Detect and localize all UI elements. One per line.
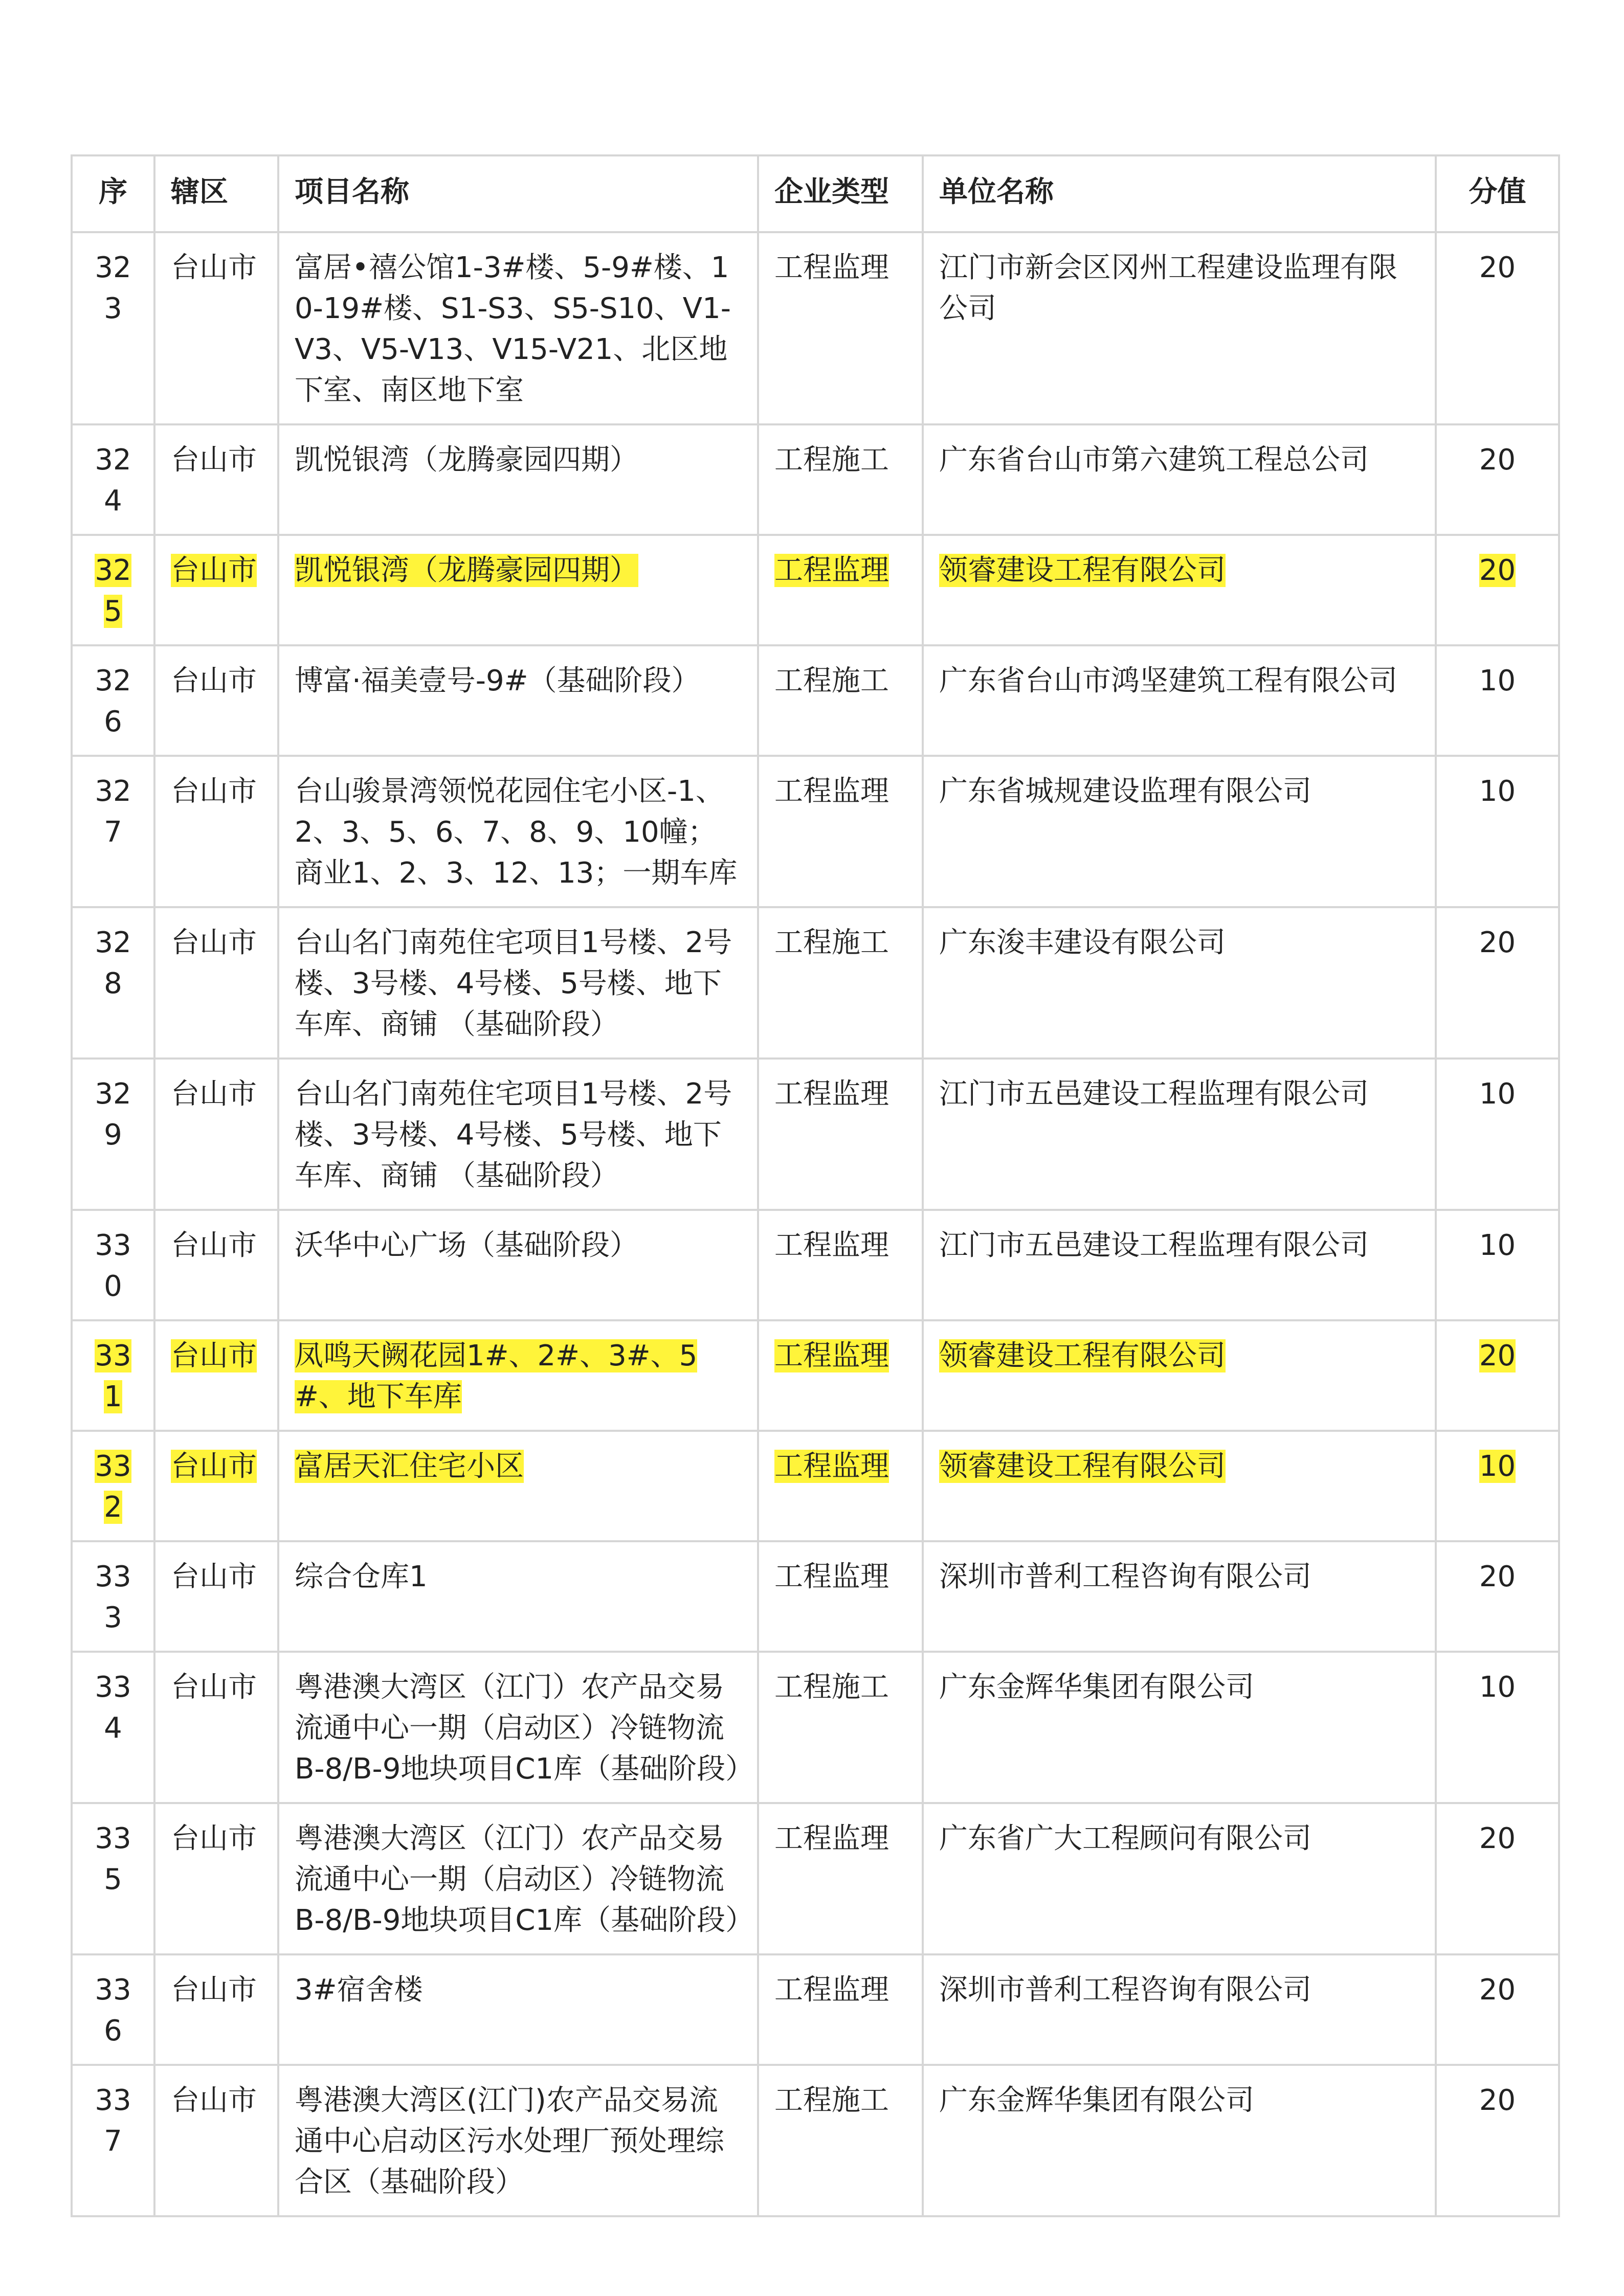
cell-score-text: 10 [1479,1450,1516,1483]
cell-district-text: 台山市 [171,1229,257,1262]
cell-seq [72,1320,154,1431]
cell-unit [923,1954,1436,2065]
cell-seq-text: 334 [95,1671,131,1745]
cell-district [154,1541,278,1652]
table-row [72,1803,1559,1954]
cell-type-text: 工程监理 [774,775,889,808]
table-row [72,1652,1559,1803]
cell-unit [923,424,1436,535]
cell-seq [72,1431,154,1541]
cell-seq [72,1803,154,1954]
cell-unit [923,1652,1436,1803]
cell-score [1436,1803,1559,1954]
cell-unit [923,645,1436,756]
cell-district [154,756,278,907]
cell-district-text: 台山市 [171,1450,257,1483]
cell-type-text: 工程施工 [774,926,889,959]
cell-district [154,2065,278,2216]
cell-project [278,424,758,535]
cell-seq [72,1541,154,1652]
table-body [72,232,1559,2216]
cell-type-text: 工程监理 [774,1450,889,1483]
table-row [72,756,1559,907]
cell-score [1436,756,1559,907]
header-score: 分值 [1436,155,1559,232]
cell-project-text: 凯悦银湾（龙腾豪园四期） [295,443,638,477]
cell-score-text: 20 [1479,1973,1516,2007]
cell-district [154,645,278,756]
cell-score [1436,424,1559,535]
table-row [72,2065,1559,2216]
cell-district-text: 台山市 [171,1973,257,2007]
cell-unit [923,1320,1436,1431]
cell-project [278,535,758,645]
cell-project [278,1954,758,2065]
cell-type-text: 工程监理 [774,1339,889,1372]
cell-seq-text: 336 [95,1973,131,2047]
cell-district-text: 台山市 [171,251,257,284]
header-type: 企业类型 [758,155,923,232]
cell-seq-text: 335 [95,1822,131,1896]
cell-unit [923,232,1436,424]
cell-score [1436,907,1559,1059]
cell-unit-text: 广东省广大工程顾问有限公司 [939,1822,1311,1855]
cell-type [758,424,923,535]
cell-score [1436,1954,1559,2065]
cell-score [1436,535,1559,645]
cell-project-text: 台山名门南苑住宅项目1号楼、2号楼、3号楼、4号楼、5号楼、地下车库、商铺 （基础阶段） [295,926,732,1041]
cell-project-text: 博富·福美壹号-9#（基础阶段） [295,664,700,697]
cell-type [758,535,923,645]
cell-unit [923,1803,1436,1954]
cell-district [154,535,278,645]
cell-project [278,2065,758,2216]
cell-seq-text: 323 [95,251,131,325]
cell-unit-text: 广东省台山市第六建筑工程总公司 [939,443,1369,477]
cell-project [278,1210,758,1320]
cell-unit-text: 领睿建设工程有限公司 [939,1339,1226,1372]
cell-seq-text: 326 [95,664,131,738]
cell-type [758,1803,923,1954]
cell-unit [923,1059,1436,1210]
cell-district-text: 台山市 [171,1671,257,1704]
cell-type [758,1954,923,2065]
cell-project-text: 台山名门南苑住宅项目1号楼、2号楼、3号楼、4号楼、5号楼、地下车库、商铺 （基础阶段） [295,1077,732,1192]
cell-district [154,232,278,424]
cell-district-text: 台山市 [171,2084,257,2117]
cell-type [758,756,923,907]
cell-seq [72,424,154,535]
cell-seq-text: 332 [95,1450,131,1524]
cell-score [1436,1059,1559,1210]
cell-seq [72,535,154,645]
cell-type [758,645,923,756]
cell-unit [923,1431,1436,1541]
cell-score-text: 20 [1479,926,1516,959]
table-row [72,1541,1559,1652]
cell-score-text: 20 [1479,1339,1516,1372]
cell-district [154,1320,278,1431]
table-row [72,907,1559,1059]
cell-unit [923,535,1436,645]
cell-score-text: 20 [1479,251,1516,284]
cell-seq [72,1059,154,1210]
cell-type [758,1059,923,1210]
cell-score [1436,645,1559,756]
cell-project-text: 粤港澳大湾区（江门）农产品交易流通中心一期（启动区）冷链物流B-8/B-9地块项目C1库（基础阶段） [295,1822,754,1937]
cell-project-text: 台山骏景湾领悦花园住宅小区-1、2、3、5、6、7、8、9、10幢；商业1、2、3、12、13；一期车库 [295,775,738,890]
cell-project-text: 凯悦银湾（龙腾豪园四期） [295,554,638,587]
table-row [72,1210,1559,1320]
cell-project-text: 3#宿舍楼 [295,1973,423,2007]
cell-type-text: 工程监理 [774,1822,889,1855]
cell-type-text: 工程施工 [774,443,889,477]
cell-district-text: 台山市 [171,1077,257,1111]
cell-unit-text: 广东省台山市鸿坚建筑工程有限公司 [939,664,1397,697]
cell-project-text: 富居天汇住宅小区 [295,1450,524,1483]
table-row [72,645,1559,756]
cell-district-text: 台山市 [171,1560,257,1593]
cell-project [278,1541,758,1652]
cell-seq-text: 333 [95,1560,131,1634]
header-seq: 序 [72,155,154,232]
table-row [72,424,1559,535]
header-unit: 单位名称 [923,155,1436,232]
table-row [72,535,1559,645]
cell-type-text: 工程监理 [774,1560,889,1593]
cell-district-text: 台山市 [171,926,257,959]
cell-project-text: 综合仓库1 [295,1560,428,1593]
cell-unit-text: 领睿建设工程有限公司 [939,554,1226,587]
cell-district-text: 台山市 [171,664,257,697]
cell-score-text: 10 [1479,1077,1516,1111]
cell-district [154,1059,278,1210]
cell-type-text: 工程监理 [774,251,889,284]
cell-unit-text: 江门市新会区冈州工程建设监理有限公司 [939,251,1397,325]
cell-score-text: 10 [1479,1229,1516,1262]
cell-score [1436,232,1559,424]
cell-unit-text: 江门市五邑建设工程监理有限公司 [939,1077,1369,1111]
cell-seq-text: 337 [95,2084,131,2158]
cell-type [758,1320,923,1431]
cell-project [278,1803,758,1954]
cell-type-text: 工程施工 [774,2084,889,2117]
cell-type-text: 工程施工 [774,1671,889,1704]
cell-unit-text: 深圳市普利工程咨询有限公司 [939,1560,1311,1593]
cell-unit [923,756,1436,907]
cell-seq-text: 331 [95,1339,131,1413]
cell-district-text: 台山市 [171,443,257,477]
table-row [72,1954,1559,2065]
cell-project [278,1431,758,1541]
cell-score-text: 20 [1479,1822,1516,1855]
cell-score-text: 10 [1479,664,1516,697]
cell-unit-text: 广东省城规建设监理有限公司 [939,775,1311,808]
cell-seq-text: 325 [95,554,131,628]
cell-seq [72,1954,154,2065]
cell-type [758,907,923,1059]
cell-type-text: 工程监理 [774,1229,889,1262]
cell-unit [923,907,1436,1059]
cell-type [758,1210,923,1320]
table-header-row [72,155,1559,232]
cell-type-text: 工程监理 [774,1077,889,1111]
cell-seq-text: 324 [95,443,131,517]
cell-project-text: 富居•禧公馆1-3#楼、5-9#楼、10-19#楼、S1-S3、S5-S10、V1-V3、V5-V13、V15-V21、北区地下室、南区地下室 [295,251,731,407]
cell-seq [72,1210,154,1320]
cell-district-text: 台山市 [171,775,257,808]
cell-district [154,1652,278,1803]
cell-type [758,1541,923,1652]
cell-project [278,1320,758,1431]
cell-type-text: 工程监理 [774,554,889,587]
cell-project [278,232,758,424]
cell-district-text: 台山市 [171,554,257,587]
header-project: 项目名称 [278,155,758,232]
cell-project-text: 粤港澳大湾区(江门)农产品交易流通中心启动区污水处理厂预处理综合区（基础阶段） [295,2084,724,2199]
cell-score-text: 20 [1479,2084,1516,2117]
cell-score [1436,1541,1559,1652]
cell-district [154,1803,278,1954]
cell-seq [72,907,154,1059]
cell-project [278,1059,758,1210]
cell-seq [72,756,154,907]
cell-score [1436,1652,1559,1803]
cell-seq-text: 327 [95,775,131,849]
cell-score [1436,1210,1559,1320]
cell-district-text: 台山市 [171,1822,257,1855]
cell-type [758,232,923,424]
cell-project-text: 粤港澳大湾区（江门）农产品交易流通中心一期（启动区）冷链物流B-8/B-9地块项目C1库（基础阶段） [295,1671,754,1786]
cell-seq-text: 330 [95,1229,131,1303]
cell-seq [72,645,154,756]
cell-type [758,2065,923,2216]
cell-unit-text: 深圳市普利工程咨询有限公司 [939,1973,1311,2007]
header-district: 辖区 [154,155,278,232]
cell-type-text: 工程监理 [774,1973,889,2007]
table-row [72,1320,1559,1431]
cell-seq-text: 328 [95,926,131,1000]
cell-district-text: 台山市 [171,1339,257,1372]
cell-district [154,424,278,535]
table-row [72,1431,1559,1541]
cell-unit-text: 广东金辉华集团有限公司 [939,2084,1254,2117]
cell-seq-text: 329 [95,1077,131,1152]
cell-unit [923,1210,1436,1320]
cell-project [278,756,758,907]
cell-unit-text: 领睿建设工程有限公司 [939,1450,1226,1483]
cell-district [154,1431,278,1541]
table-row [72,232,1559,424]
cell-unit-text: 江门市五邑建设工程监理有限公司 [939,1229,1369,1262]
cell-district [154,1210,278,1320]
cell-type [758,1431,923,1541]
data-table [71,154,1560,2217]
cell-score-text: 10 [1479,775,1516,808]
cell-score-text: 20 [1479,554,1516,587]
cell-project-text: 凤鸣天阙花园1#、2#、3#、5#、地下车库 [295,1339,698,1413]
cell-type [758,1652,923,1803]
cell-district [154,907,278,1059]
cell-seq [72,2065,154,2216]
cell-score [1436,1431,1559,1541]
cell-project-text: 沃华中心广场（基础阶段） [295,1229,638,1262]
cell-district [154,1954,278,2065]
cell-project [278,645,758,756]
cell-score-text: 20 [1479,443,1516,477]
cell-score-text: 10 [1479,1671,1516,1704]
cell-type-text: 工程施工 [774,664,889,697]
cell-score [1436,1320,1559,1431]
cell-project [278,907,758,1059]
cell-unit [923,2065,1436,2216]
cell-seq [72,232,154,424]
cell-score [1436,2065,1559,2216]
table-row [72,1059,1559,1210]
cell-unit-text: 广东浚丰建设有限公司 [939,926,1226,959]
cell-unit-text: 广东金辉华集团有限公司 [939,1671,1254,1704]
cell-unit [923,1541,1436,1652]
cell-project [278,1652,758,1803]
cell-seq [72,1652,154,1803]
cell-score-text: 20 [1479,1560,1516,1593]
